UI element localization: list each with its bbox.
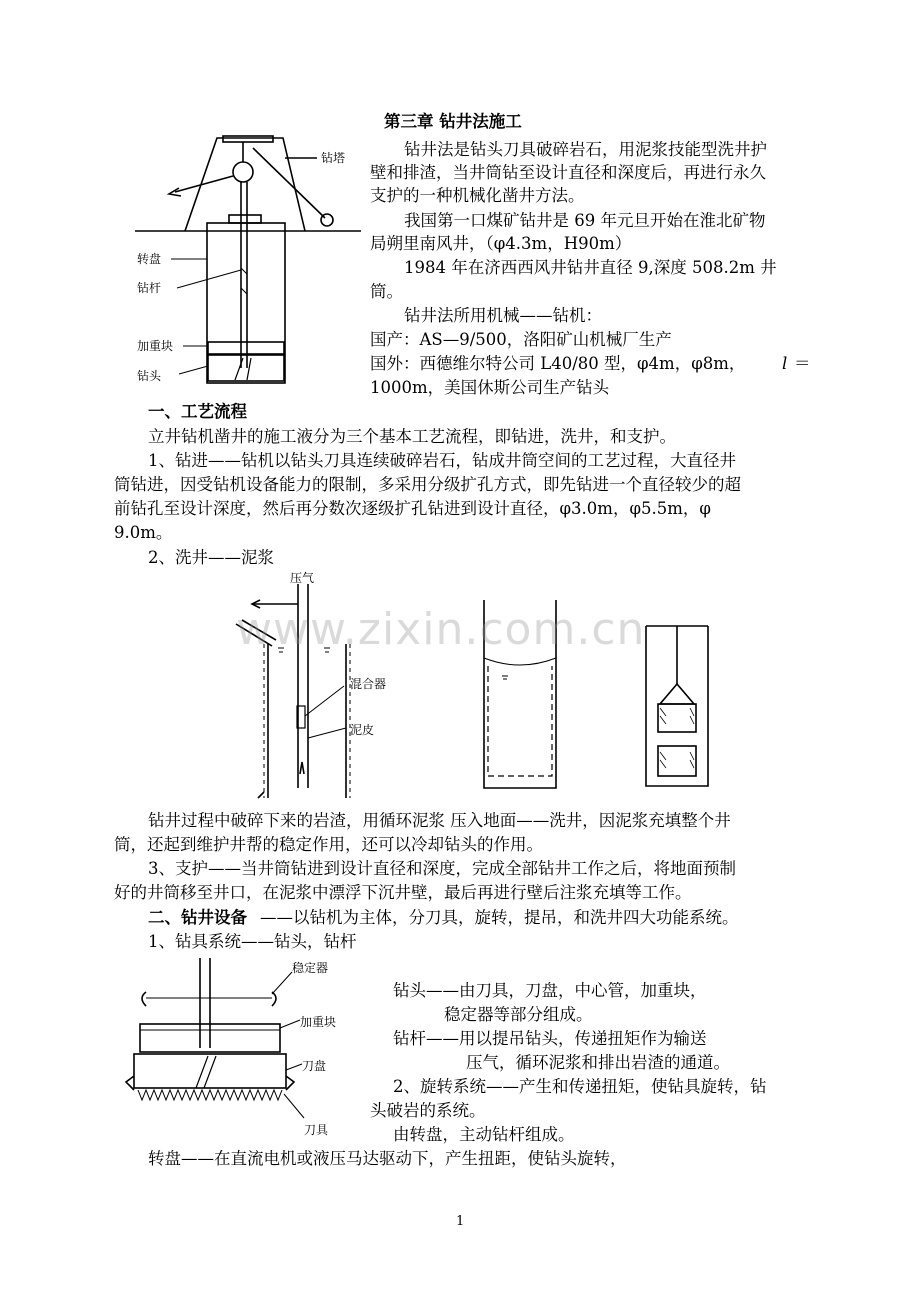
intro-line: 1984 年在济西西风井钻井直径 9,深度 508.2m 井 [404, 258, 777, 277]
body-line: 筒钻进，因受钻机设备能力的限制，多采用分级扩孔方式，即先钻进一个直径较少的超 [114, 475, 741, 494]
intro-var-l: l [782, 354, 788, 373]
body-line: 钻杆——用以提吊钻头，传递扭矩作为输送 [393, 1029, 707, 1048]
fig1-label: 转盘 [137, 252, 162, 266]
intro-line: 支护的一种机械化凿井方法。 [370, 186, 585, 205]
body-line: 2、旋转系统——产生和传递扭矩，使钻具旋转，钻 [393, 1077, 767, 1096]
body-line: 稳定器等部分组成。 [444, 1005, 593, 1024]
fig3-label: 稳定器 [292, 961, 329, 975]
fig2-label: 泥皮 [350, 723, 375, 737]
drill-bit-figure [124, 958, 384, 1148]
body-line: 转盘——在直流电机或液压马达驱动下，产生扭距，使钻头旋转， [148, 1149, 627, 1168]
section-heading: 二、钻井设备 [148, 908, 247, 927]
intro-line: 国外：西德维尔特公司 L40/80 型，φ4m，φ8m， [370, 354, 746, 373]
fig3-label: 加重块 [300, 1015, 337, 1029]
fig3-label: 刀盘 [302, 1059, 327, 1073]
body-line: 1、钻具系统——钻头，钻杆 [148, 932, 357, 951]
intro-equals: ＝ [794, 354, 811, 373]
intro-line: 筒。 [370, 282, 403, 301]
body-line: 立井钻机凿井的施工液分为三个基本工艺流程，即钻进，洗井，和支护。 [148, 427, 676, 446]
body-line: 2、洗井——泥浆 [148, 548, 274, 567]
intro-line: 壁和排渣，当井筒钻至设计直径和深度后，再进行永久 [370, 163, 766, 182]
page-number: 1 [456, 1214, 465, 1229]
body-line: 3、支护——当井筒钻进到设计直径和深度，完成全部钻井工作之后，将地面预制 [148, 859, 736, 878]
fig1-label: 钻塔 [321, 151, 346, 165]
chapter-title: 第三章 钻井法施工 [384, 112, 522, 131]
drill-rig-figure [135, 118, 365, 398]
fig3-label: 刀具 [304, 1123, 329, 1137]
intro-line: 国产：AS—9/500，洛阳矿山机械厂生产 [370, 330, 672, 349]
intro-line: 钻井法所用机械——钻机： [404, 306, 602, 325]
body-line: 筒，还起到维护井帮的稳定作用，还可以冷却钻头的作用。 [114, 835, 543, 854]
body-line: 由转盘，主动钻杆组成。 [393, 1125, 575, 1144]
body-line: 前钻孔至设计深度，然后再分数次逐级扩孔钻进到设计直径，φ3.0m，φ5.5m，φ [114, 499, 711, 518]
fig2-label: 压气 [290, 571, 315, 585]
body-line: 钻头——由刀具，刀盘，中心管，加重块， [393, 981, 707, 1000]
fig1-label: 钻头 [137, 369, 162, 383]
body-line: 压气，循环泥浆和排出岩渣的通道。 [466, 1053, 730, 1072]
section-heading-rest: ——以钻机为主体，分刀具，旋转，提吊，和洗井四大功能系统。 [260, 908, 739, 927]
body-line: 头破岩的系统。 [370, 1101, 486, 1120]
body-line: 9.0m。 [114, 523, 173, 542]
fig1-label: 钻杆 [137, 281, 162, 295]
body-line: 钻井过程中破碎下来的岩渣，用循环泥浆 压入地面——洗井，因泥浆充填整个井 [148, 811, 731, 830]
intro-line: 我国第一口煤矿钻井是 69 年元旦开始在淮北矿物 [404, 211, 766, 230]
watermark: www.zixin.com.cn [236, 604, 646, 655]
intro-line: 钻井法是钻头刀具破碎岩石，用泥浆技能型洗井护 [404, 140, 767, 159]
body-line: 1、钻进——钻机以钻头刀具连续破碎岩石，钻成井筒空间的工艺过程，大直径井 [148, 451, 736, 470]
fig1-label: 加重块 [137, 339, 174, 353]
intro-line: 局朔里南风井，（φ4.3m，H90m） [370, 234, 632, 253]
fig2-label: 混合器 [350, 677, 387, 691]
body-line: 好的井筒移至井口，在泥浆中漂浮下沉井壁，最后再进行壁后注浆充填等工作。 [114, 883, 692, 902]
intro-line: 1000m，美国休斯公司生产钻头 [370, 378, 610, 397]
well-washing-figure [232, 566, 712, 801]
section-heading: 一、工艺流程 [148, 402, 247, 421]
